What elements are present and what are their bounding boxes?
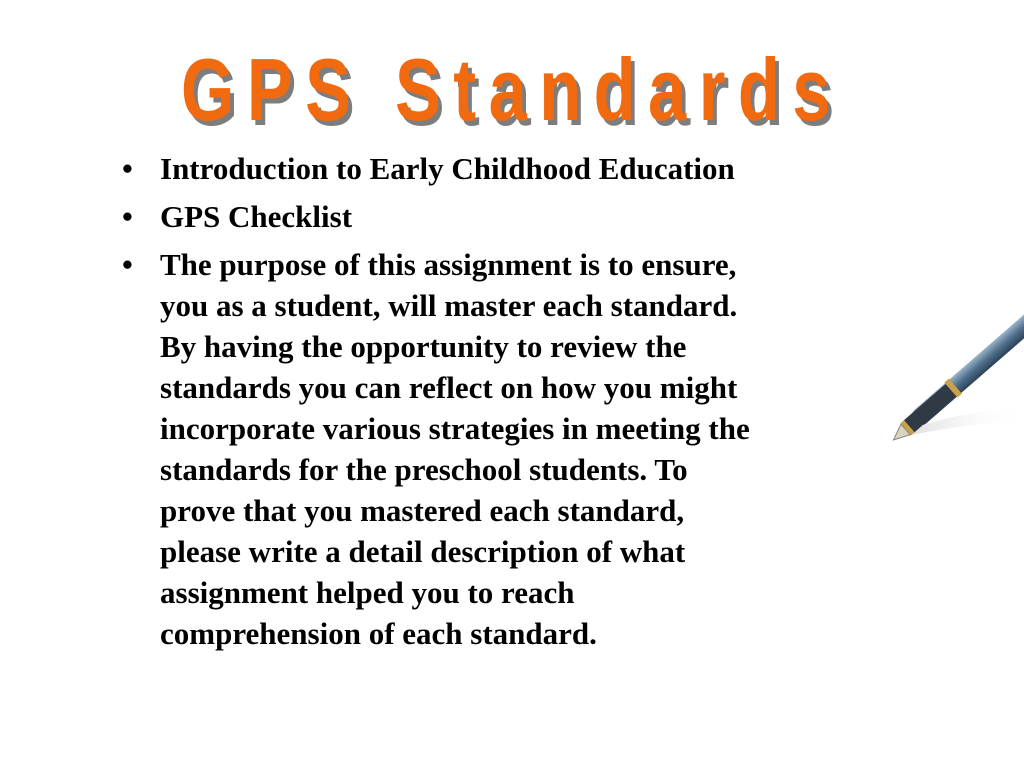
bullet-marker: • xyxy=(122,247,133,282)
bullet-text-line: incorporate various strategies in meeting the xyxy=(160,411,750,446)
fountain-pen-icon xyxy=(880,300,1024,450)
bullet-text-line: prove that you mastered each standard, xyxy=(160,493,685,528)
bullet-text: GPS Checklist xyxy=(160,199,353,234)
bullet-text: Introduction to Early Childhood Education xyxy=(160,151,735,186)
slide-title: GPS Standards xyxy=(181,40,843,139)
bullet-text-line: The purpose of this assignment is to ensure, xyxy=(160,247,737,282)
bullet-text-line: please write a detail description of what xyxy=(160,534,686,569)
bullet-item xyxy=(122,196,750,237)
bullet-item xyxy=(122,244,750,654)
bullet-marker: • xyxy=(122,151,133,186)
bullet-text-line: standards you can reflect on how you might xyxy=(160,370,738,405)
bullet-list xyxy=(122,148,750,661)
bullet-marker: • xyxy=(122,199,133,234)
bullet-text-line: you as a student, will master each standard. xyxy=(160,288,738,323)
bullet-text-line: assignment helped you to reach xyxy=(160,575,575,610)
bullet-text-line: By having the opportunity to review the xyxy=(160,329,687,364)
bullet-item xyxy=(122,148,750,189)
bullet-text-line: standards for the preschool students. To xyxy=(160,452,688,487)
bullet-text-line: comprehension of each standard. xyxy=(160,616,597,651)
